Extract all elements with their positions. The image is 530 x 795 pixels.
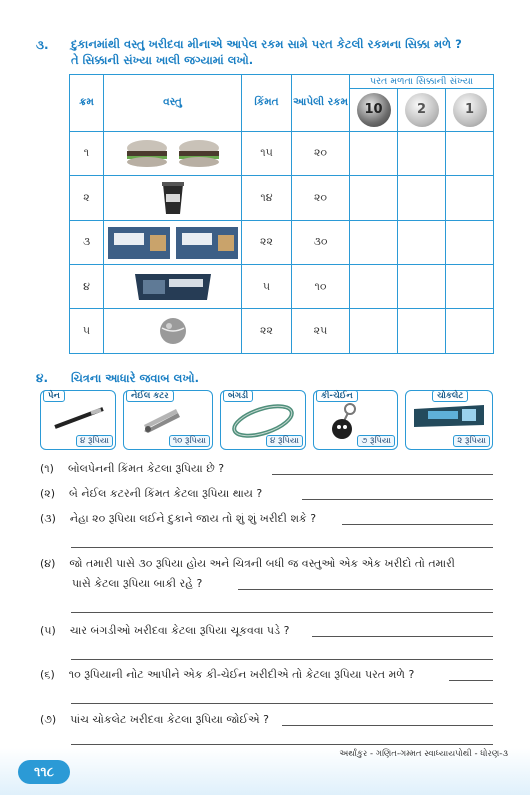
- question-text: બોલપેનની કિંમત કેટલા રૂપિયા છે ?: [67, 462, 225, 475]
- product-price: ૭ રૂપિયા: [357, 435, 395, 447]
- question-text: નેહા ૨૦ રૂપિયા લઈને દુકાને જાય તો શું શું ખરીદી શકે ?: [69, 512, 317, 525]
- product-card-bangle: [220, 390, 306, 450]
- product-price: ૧૦ રૂપિયા: [169, 435, 210, 447]
- answer-cell-1[interactable]: [446, 265, 494, 309]
- coin-2-header: [398, 89, 446, 131]
- row-given: ૨૦: [292, 176, 350, 220]
- answer-line[interactable]: [71, 703, 493, 704]
- row-serial: ૩: [70, 220, 104, 264]
- bangle-icon: [229, 401, 297, 439]
- row-item: [104, 176, 242, 220]
- answer-cell-2[interactable]: [398, 176, 446, 220]
- q3-number: ૩.: [36, 38, 49, 52]
- answer-cell-1[interactable]: [446, 131, 494, 175]
- row-price: ૨૨: [242, 220, 292, 264]
- table-row: [70, 220, 494, 264]
- nail-cutter-icon: [138, 403, 184, 437]
- product-card-nail-cutter: [123, 390, 213, 450]
- question-text: ૧૦ રૂપિયાની નોટ આપીને એક કી-ચેઈન ખરીદીએ તો કેટલા રૂપિયા પરત મળે ?: [68, 668, 415, 681]
- question-number: (૫): [40, 624, 56, 637]
- question-4-line2: પાસે કેટલા રૂપિયા બાકી રહે ?: [72, 577, 203, 590]
- answer-cell-2[interactable]: [398, 131, 446, 175]
- row-given: ૨૦: [292, 131, 350, 175]
- ice-cream-box-icon: [106, 223, 240, 261]
- product-label: ચોકલેટ: [432, 390, 468, 402]
- answer-cell-2[interactable]: [398, 309, 446, 354]
- answer-cell-10[interactable]: [350, 309, 398, 354]
- q3-title-line1: દુકાનમાંથી વસ્તુ ખરીદવા મીનાએ આપેલ રકમ સામે પરત કેટલી રકમના સિક્કા મળે ?: [71, 37, 462, 51]
- question-number: (૨): [40, 487, 56, 500]
- question-1: [40, 462, 224, 476]
- row-item: [104, 265, 242, 309]
- answer-cell-10[interactable]: [350, 265, 398, 309]
- pen-icon: [51, 405, 107, 431]
- row-serial: ૨: [70, 176, 104, 220]
- coin-10-header: [350, 89, 398, 131]
- product-label: કી-ચેઈન: [316, 390, 358, 402]
- table-row: [70, 265, 494, 309]
- row-price: ૧૪: [242, 176, 292, 220]
- header-item: વસ્તુ: [104, 75, 242, 132]
- cold-drink-cup-icon: [158, 180, 188, 216]
- question-text: પાંચ ચોકલેટ ખરીદવા કેટલા રૂપિયા જોઈએ ?: [70, 713, 269, 726]
- answer-cell-10[interactable]: [350, 131, 398, 175]
- row-item: [104, 131, 242, 175]
- book-title: અર્થાંકુર - ગણિત-ગમ્મત સ્વાધ્યાયપોથી - ધોરણ-૩: [339, 749, 508, 759]
- answer-line[interactable]: [71, 612, 493, 613]
- answer-cell-10[interactable]: [350, 220, 398, 264]
- question-text: બે નેઈલ કટરની કિંમત કેટલા રૂપિયા થાય ?: [69, 487, 263, 500]
- product-label: બંગડી: [223, 390, 253, 402]
- product-price: ૪ રૂપિયા: [266, 435, 303, 447]
- coin-1-header: [446, 89, 494, 131]
- product-price: ૪ રૂપિયા: [76, 435, 113, 447]
- row-item: [104, 309, 242, 354]
- q3-title-line2: તે સિક્કાની સંખ્યા ખાલી જગ્યામાં લખો.: [71, 53, 254, 67]
- answer-line[interactable]: [71, 744, 493, 745]
- product-price: ૨ રૂપિયા: [453, 435, 490, 447]
- chocolate-icon: [412, 403, 486, 429]
- table-row: [70, 176, 494, 220]
- question-4: [40, 557, 455, 571]
- header-given: આપેલી રકમ: [292, 75, 350, 132]
- answer-line[interactable]: [449, 680, 493, 681]
- answer-cell-2[interactable]: [398, 220, 446, 264]
- answer-line[interactable]: [272, 474, 493, 475]
- row-given: ૧૦: [292, 265, 350, 309]
- row-serial: ૧: [70, 131, 104, 175]
- row-given: ૩૦: [292, 220, 350, 264]
- question-number: (૧): [40, 462, 54, 475]
- product-card-key-chain: [313, 390, 398, 450]
- product-card-pen: [40, 390, 116, 450]
- row-price: ૨૨: [242, 309, 292, 354]
- answer-line[interactable]: [71, 547, 493, 548]
- q4-number: ૪.: [36, 371, 48, 385]
- question-5: [40, 624, 289, 638]
- row-given: ૨૫: [292, 309, 350, 354]
- table-row: [70, 131, 494, 175]
- question-text: જો તમારી પાસે ૩૦ રૂપિયા હોય અને ચિત્રની બધી જ વસ્તુઓ એક એક ખરીદો તો તમારી: [69, 557, 455, 570]
- question-7: [40, 713, 269, 727]
- row-price: ૧૫: [242, 131, 292, 175]
- table-row: [70, 309, 494, 354]
- product-card-chocolate: [405, 390, 493, 450]
- header-price: કિંમત: [242, 75, 292, 132]
- answer-line[interactable]: [302, 499, 493, 500]
- burger-icon: [113, 137, 233, 169]
- row-serial: ૫: [70, 309, 104, 354]
- answer-line[interactable]: [71, 659, 493, 660]
- ball-icon: [158, 316, 188, 346]
- answer-cell-1[interactable]: [446, 309, 494, 354]
- answer-cell-2[interactable]: [398, 265, 446, 309]
- answer-line[interactable]: [342, 524, 493, 525]
- question-2: [40, 487, 262, 501]
- question-text: ચાર બંગડીઓ ખરીદવા કેટલા રૂપિયા ચૂકવવા પડે ?: [69, 624, 290, 637]
- row-price: ૫: [242, 265, 292, 309]
- row-item: [104, 220, 242, 264]
- header-serial: ક્રમ: [70, 75, 104, 132]
- answer-line[interactable]: [282, 725, 493, 726]
- chocolate-bar-icon: [133, 270, 213, 304]
- change-table: [69, 74, 494, 354]
- coin-2-icon: 2: [405, 93, 439, 127]
- product-label: પેન: [43, 390, 65, 402]
- answer-line[interactable]: [238, 589, 493, 590]
- answer-cell-10[interactable]: [350, 176, 398, 220]
- page-number: ૧૧૮: [18, 760, 70, 784]
- question-number: (૭): [40, 713, 57, 726]
- answer-cell-1[interactable]: [446, 176, 494, 220]
- answer-cell-1[interactable]: [446, 220, 494, 264]
- answer-line[interactable]: [312, 636, 493, 637]
- coin-1-icon: 1: [453, 93, 487, 127]
- product-label: નેઈલ કટર: [126, 390, 174, 402]
- question-number: (૪): [40, 557, 56, 570]
- header-returned: પરત મળતા સિક્કાની સંખ્યા: [350, 75, 494, 89]
- row-serial: ૪: [70, 265, 104, 309]
- q4-title: ચિત્રના આધારે જવાબ લખો.: [71, 371, 200, 385]
- question-6: [40, 668, 414, 682]
- question-number: (૩): [40, 512, 56, 525]
- q3-title: [71, 36, 511, 68]
- question-number: (૬): [40, 668, 55, 681]
- coin-10-icon: 10: [357, 93, 391, 127]
- question-3: [40, 512, 316, 526]
